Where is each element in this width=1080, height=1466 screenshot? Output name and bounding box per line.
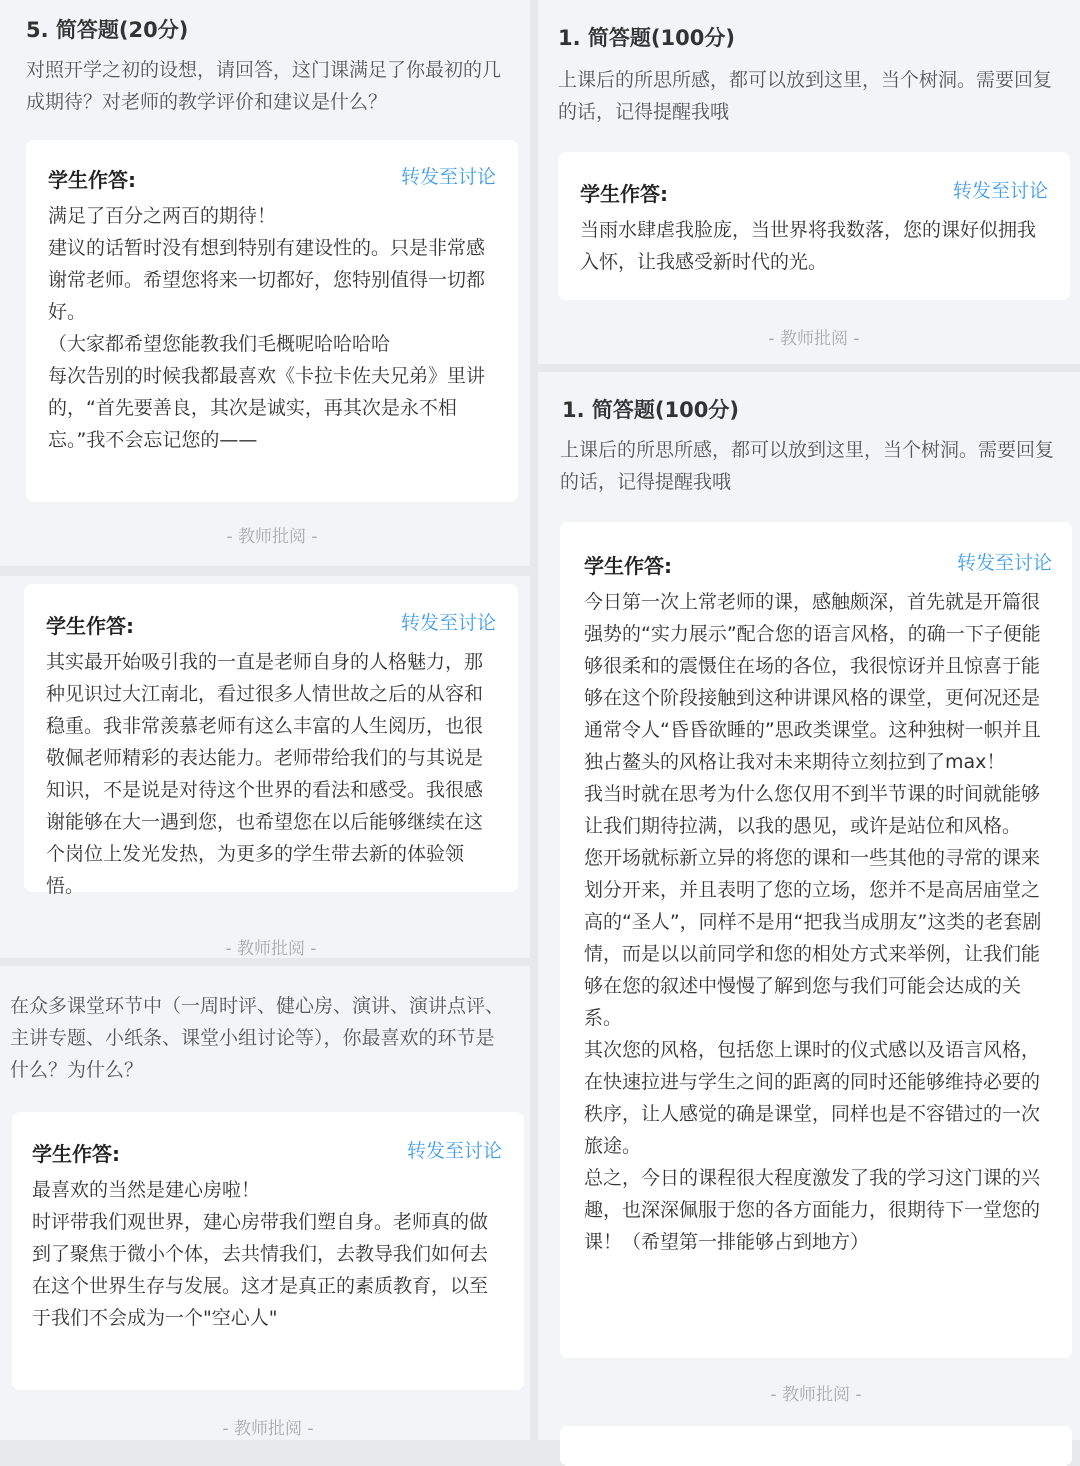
question-desc: 对照开学之初的设想，请回答，这门课满足了你最初的几成期待？对老师的教学评价和建议是什么？ bbox=[26, 59, 502, 113]
answer-line: 其次您的风格，包括您上课时的仪式感以及语言风格，在快速拉进与学生之间的距离的同时还能够维持必要的秩序，让人感觉的确是课堂，同样也是不容错过的一次旅途。 bbox=[584, 1039, 1041, 1157]
question-desc: 在众多课堂环节中（一周时评、健心房、演讲、演讲点评、主讲专题、小纸条、课堂小组讨论等），你最喜欢的环节是什么？为什么？ bbox=[10, 995, 505, 1081]
answer-text bbox=[32, 1174, 504, 1334]
question-desc: 上课后的所思所感，都可以放到这里，当个树洞。需要回复的话，记得提醒我哦 bbox=[560, 439, 1055, 493]
forward-to-discussion-button[interactable]: 转发至讨论 bbox=[400, 166, 496, 188]
right-panel-q1b bbox=[538, 372, 1080, 1440]
answer-text bbox=[584, 586, 1046, 1258]
teacher-review-link[interactable]: - 教师批阅 - bbox=[222, 1419, 314, 1439]
answer-card bbox=[24, 584, 518, 897]
question-title: 5. 简答题(20分) bbox=[26, 18, 189, 42]
answer-line: 总之，今日的课程很大程度激发了我的学习这门课的兴趣，也深深佩服于您的各方面能力，很期待下一堂您的课！（希望第一排能够占到地方） bbox=[584, 1167, 1041, 1253]
answer-line: 建议的话暂时没有想到特别有建设性的。只是非常感谢常老师。希望您将来一切都好，您特别值得一切都好。 bbox=[48, 237, 486, 323]
teacher-review-link[interactable]: - 教师批阅 - bbox=[770, 1385, 862, 1405]
forward-to-discussion-button[interactable]: 转发至讨论 bbox=[400, 612, 496, 634]
answer-text bbox=[580, 214, 1046, 278]
answer-line: 今日第一次上常老师的课，感触颇深，首先就是开篇很强势的“实力展示”配合您的语言风格，的确一下子便能够很柔和的震慑住在场的各位，我很惊讶并且惊喜于能够在这个阶段接触到这种讲课风格的课堂，更何况还是通常令人“昏昏欲睡的”思政类课堂。这种独树一帜并且独占鳌头的风格让我对未来期待立刻拉到了max！ bbox=[584, 591, 1041, 773]
left-panel-fav bbox=[0, 966, 530, 1440]
answer-line: （大家都希望您能教我们毛概呢哈哈哈哈 bbox=[48, 333, 391, 355]
teacher-review-link[interactable]: - 教师批阅 - bbox=[225, 939, 317, 959]
answer-card bbox=[12, 1112, 524, 1390]
answer-line: 当雨水肆虐我脸庞，当世界将我数落，您的课好似拥我入怀，让我感受新时代的光。 bbox=[580, 219, 1037, 273]
student-answer-label: 学生作答: bbox=[32, 1142, 120, 1166]
answer-text bbox=[46, 646, 486, 902]
student-answer-label: 学生作答: bbox=[584, 554, 672, 578]
answer-line: 您开场就标新立异的将您的课和一些其他的寻常的课来划分开来，并且表明了您的立场，您并不是高居庙堂之高的“圣人”，同样不是用“把我当成朋友”这类的老套剧情，而是以以前同学和您的相处方式来举例，让我们能够在您的叙述中慢慢了解到您与我们可能会达成的关系。 bbox=[584, 847, 1042, 1029]
teacher-review-link[interactable]: - 教师批阅 - bbox=[226, 527, 318, 547]
student-answer-label: 学生作答: bbox=[580, 182, 668, 206]
answer-text bbox=[48, 200, 496, 456]
answer-line: 每次告别的时候我都最喜欢《卡拉卡佐夫兄弟》里讲的，“首先要善良，其次是诚实，再其次是永不相忘。”我不会忘记您的—— bbox=[48, 365, 486, 451]
answer-card bbox=[560, 522, 1072, 1358]
forward-to-discussion-button[interactable]: 转发至讨论 bbox=[952, 180, 1048, 202]
question-title: 1. 简答题(100分) bbox=[562, 398, 739, 422]
answer-line: 时评带我们观世界，建心房带我们塑自身。老师真的做到了聚焦于微小个体，去共情我们，去教导我们如何去在这个世界生存与发展。这才是真正的素质教育，以至于我们不会成为一个"空心人" bbox=[32, 1211, 489, 1329]
answer-line: 满足了百分之两百的期待！ bbox=[48, 205, 277, 227]
teacher-review-link[interactable]: - 教师批阅 - bbox=[768, 329, 860, 349]
student-answer-label: 学生作答: bbox=[46, 614, 134, 638]
question-desc: 上课后的所思所感，都可以放到这里，当个树洞。需要回复的话，记得提醒我哦 bbox=[558, 69, 1053, 123]
left-panel-cont bbox=[0, 576, 530, 958]
forward-to-discussion-button[interactable]: 转发至讨论 bbox=[406, 1140, 502, 1162]
answer-card bbox=[26, 140, 518, 502]
answer-line: 其实最开始吸引我的一直是老师自身的人格魅力，那种见识过大江南北，看过很多人情世故之后的从容和稳重。我非常羡慕老师有这么丰富的人生阅历，也很敬佩老师精彩的表达能力。老师带给我们的与其说是知识，不是说是对待这个世界的看法和感受。我很感谢能够在大一遇到您，也希望您在以后能够继续在这个岗位上发光发热，为更多的学生带去新的体验领悟。 bbox=[46, 651, 484, 897]
answer-card bbox=[558, 152, 1070, 300]
question-title: 1. 简答题(100分) bbox=[558, 26, 735, 50]
next-answer-card-peek bbox=[560, 1426, 1072, 1466]
student-answer-label: 学生作答: bbox=[48, 168, 136, 192]
answer-line: 我当时就在思考为什么您仅用不到半节课的时间就能够让我们期待拉满，以我的愚见，或许是站位和风格。 bbox=[584, 783, 1041, 837]
left-panel-q5 bbox=[0, 0, 530, 566]
answer-line: 最喜欢的当然是建心房啦！ bbox=[32, 1179, 261, 1201]
forward-to-discussion-button[interactable]: 转发至讨论 bbox=[956, 552, 1052, 574]
right-panel-q1a bbox=[538, 0, 1080, 364]
